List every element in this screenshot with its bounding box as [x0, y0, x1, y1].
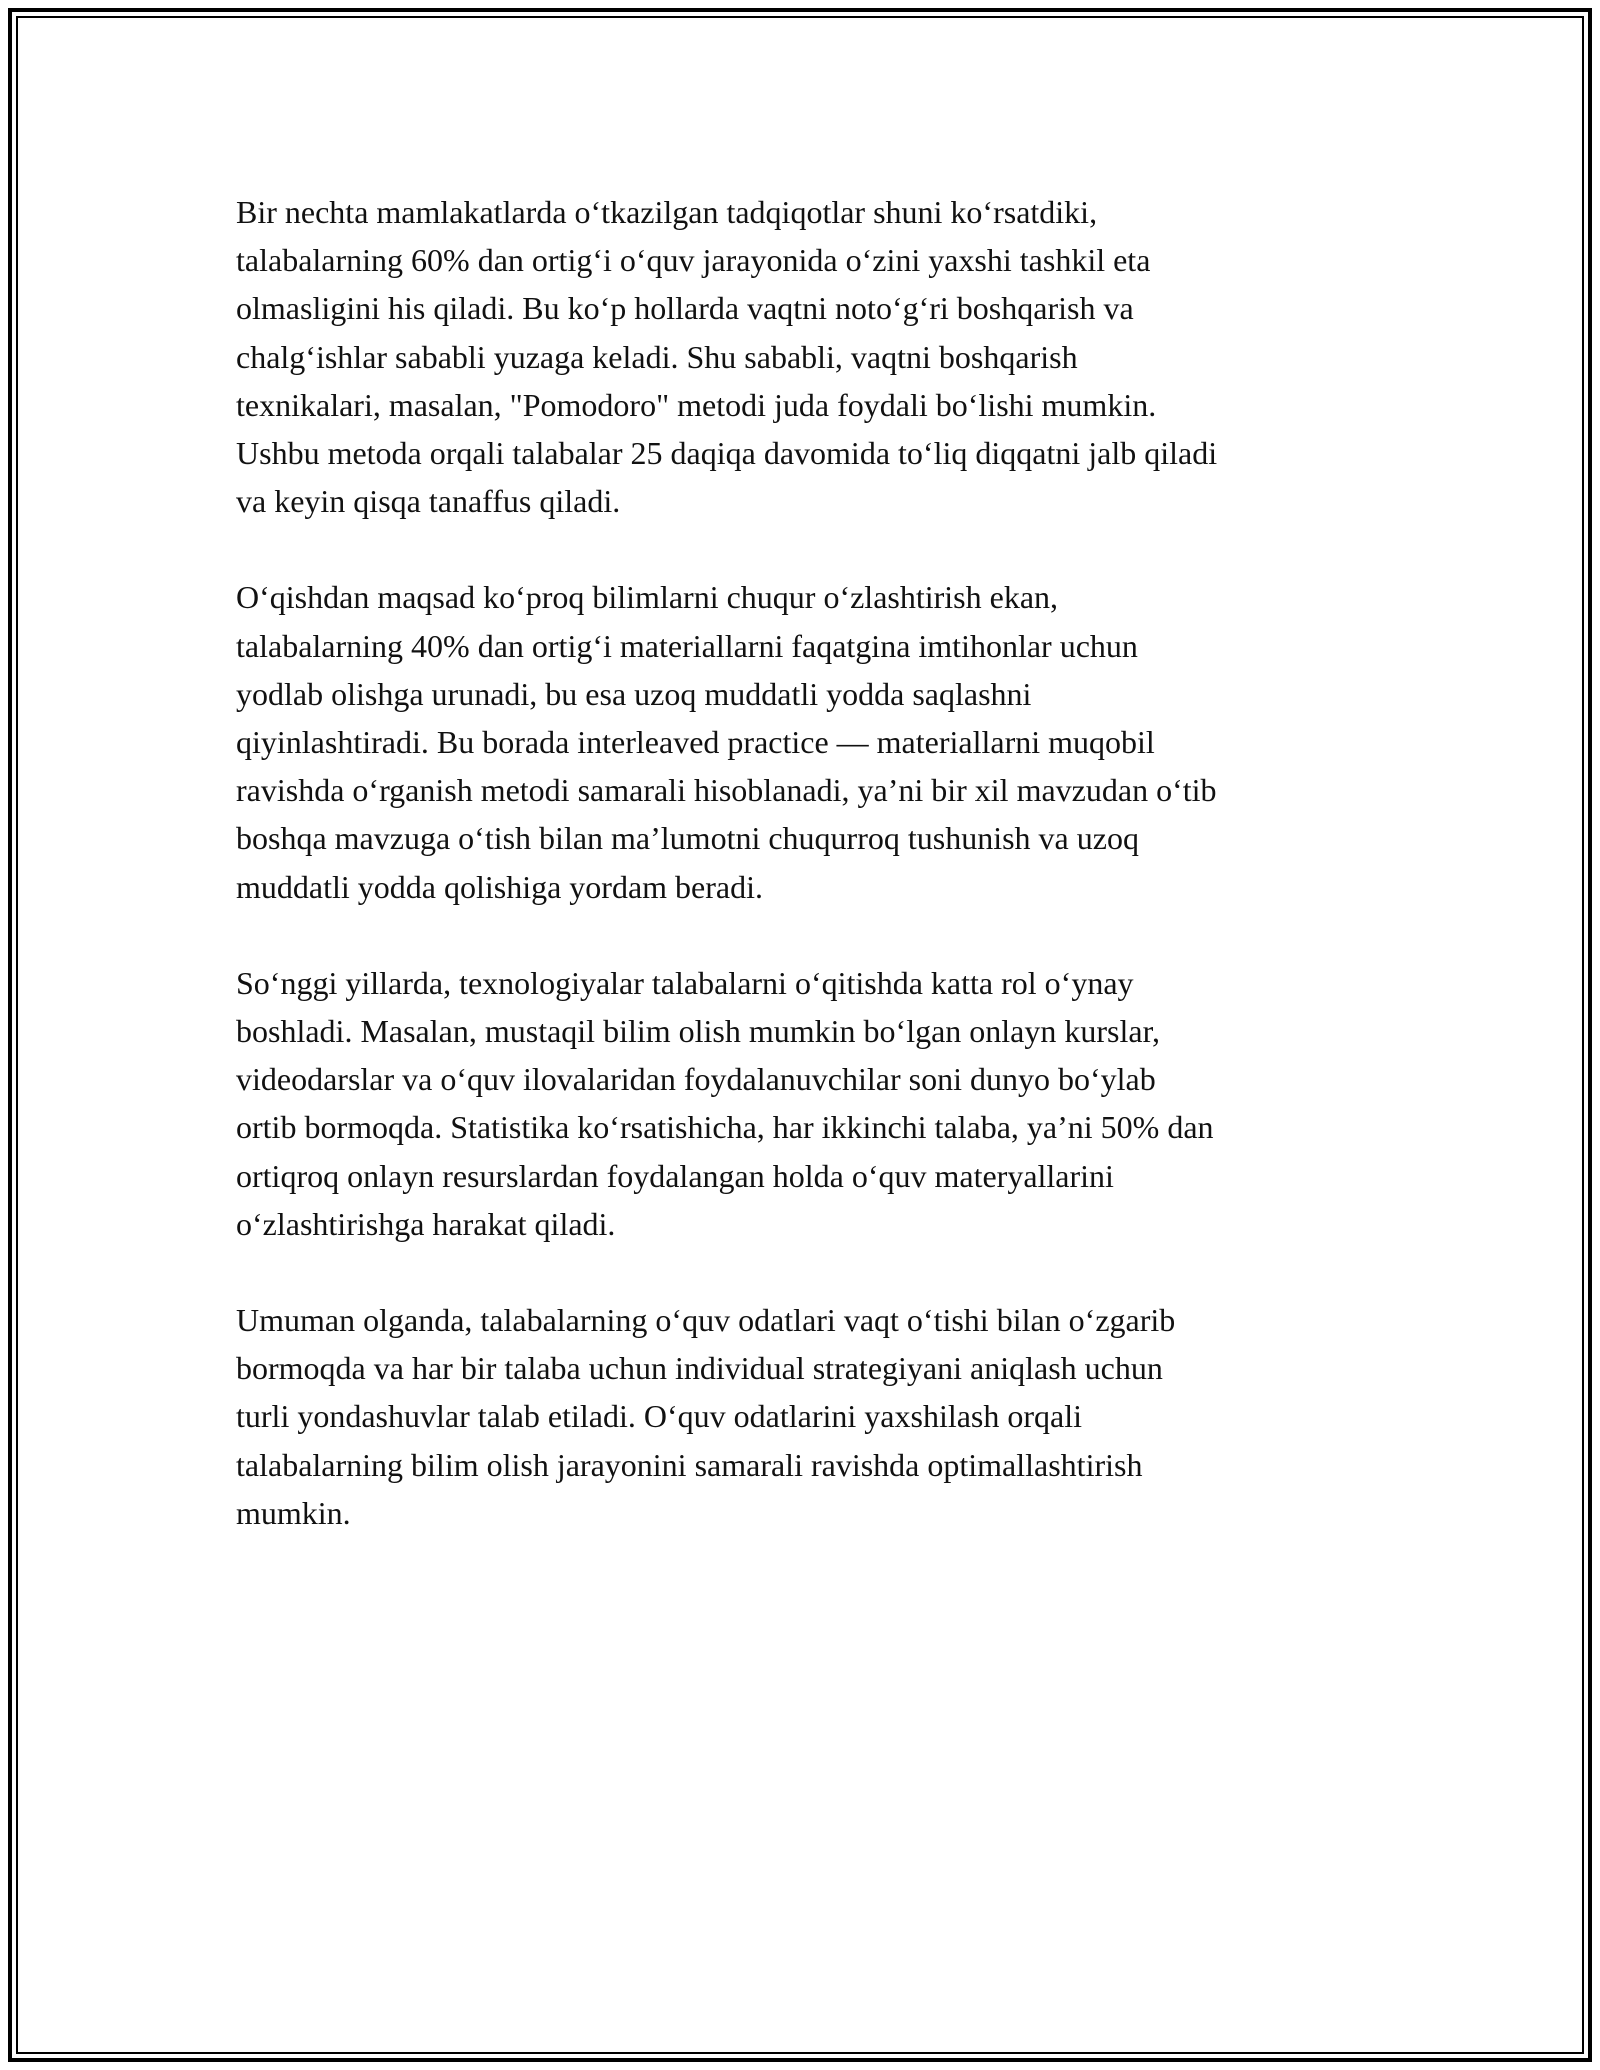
- document-body: [236, 188, 1376, 1585]
- text-line: va keyin qisqa tanaffus qiladi.: [236, 483, 621, 520]
- text-line: Bir nechta mamlakatlarda o‘tkazilgan tadqiqotlar shuni ko‘rsatdiki,: [236, 194, 1098, 230]
- text-line: muddatli yodda qolishiga yordam beradi.: [236, 868, 763, 905]
- text-line: boshqa mavzuga o‘tish bilan ma’lumotni chuqurroq tushunish va uzoq: [236, 820, 1139, 857]
- paragraph-3: [236, 959, 1376, 1248]
- paragraph-4: [236, 1296, 1376, 1537]
- text-line: Ushbu metoda orqali talabalar 25 daqiqa davomida to‘liq diqqatni jalb qiladi: [236, 435, 1218, 472]
- text-line: talabalarning bilim olish jarayonini samarali ravishda optimallashtirish: [236, 1446, 1143, 1483]
- paragraph-1: [236, 188, 1376, 525]
- text-line: texnikalari, masalan, "Pomodoro" metodi juda foydali bo‘lishi mumkin.: [236, 386, 1157, 423]
- text-line: bormoqda va har bir talaba uchun individual strategiyani aniqlash uchun: [236, 1350, 1163, 1387]
- text-line: Umuman olganda, talabalarning o‘quv odatlari vaqt o‘tishi bilan o‘zgarib: [236, 1302, 1176, 1339]
- text-line: talabalarning 60% dan ortig‘i o‘quv jarayonida o‘zini yaxshi tashkil eta: [236, 242, 1151, 279]
- text-line: videodarslar va o‘quv ilovalaridan foydalanuvchilar soni dunyo bo‘ylab: [236, 1061, 1156, 1098]
- text-line: mumkin.: [236, 1494, 351, 1531]
- text-line: So‘nggi yillarda, texnologiyalar talabalarni o‘qitishda katta rol o‘ynay: [236, 964, 1134, 1001]
- text-line: ortiqroq onlayn resurslardan foydalangan holda o‘quv materyallarini: [236, 1157, 1114, 1194]
- text-line: ortib bormoqda. Statistika ko‘rsatishicha, har ikkinchi talaba, ya’ni 50% dan: [236, 1109, 1214, 1146]
- text-line: O‘qishdan maqsad ko‘proq bilimlarni chuqur o‘zlashtirish ekan,: [236, 579, 1059, 616]
- text-line: o‘zlashtirishga harakat qiladi.: [236, 1205, 616, 1242]
- text-line: boshladi. Masalan, mustaqil bilim olish mumkin bo‘lgan onlayn kurslar,: [236, 1013, 1160, 1050]
- text-line: turli yondashuvlar talab etiladi. O‘quv odatlarini yaxshilash orqali: [236, 1398, 1083, 1435]
- text-line: qiyinlashtiradi. Bu borada interleaved practice — materiallarni muqobil: [236, 724, 1155, 761]
- text-line: yodlab olishga urunadi, bu esa uzoq muddatli yodda saqlashni: [236, 675, 1032, 712]
- text-line: ravishda o‘rganish metodi samarali hisoblanadi, ya’ni bir xil mavzudan o‘tib: [236, 772, 1217, 809]
- text-line: chalg‘ishlar sababli yuzaga keladi. Shu sababli, vaqtni boshqarish: [236, 338, 1078, 375]
- text-line: olmasligini his qiladi. Bu ko‘p hollarda vaqtni noto‘g‘ri boshqarish va: [236, 290, 1134, 327]
- text-line: talabalarning 40% dan ortig‘i materiallarni faqatgina imtihonlar uchun: [236, 627, 1138, 664]
- paragraph-2: [236, 573, 1376, 910]
